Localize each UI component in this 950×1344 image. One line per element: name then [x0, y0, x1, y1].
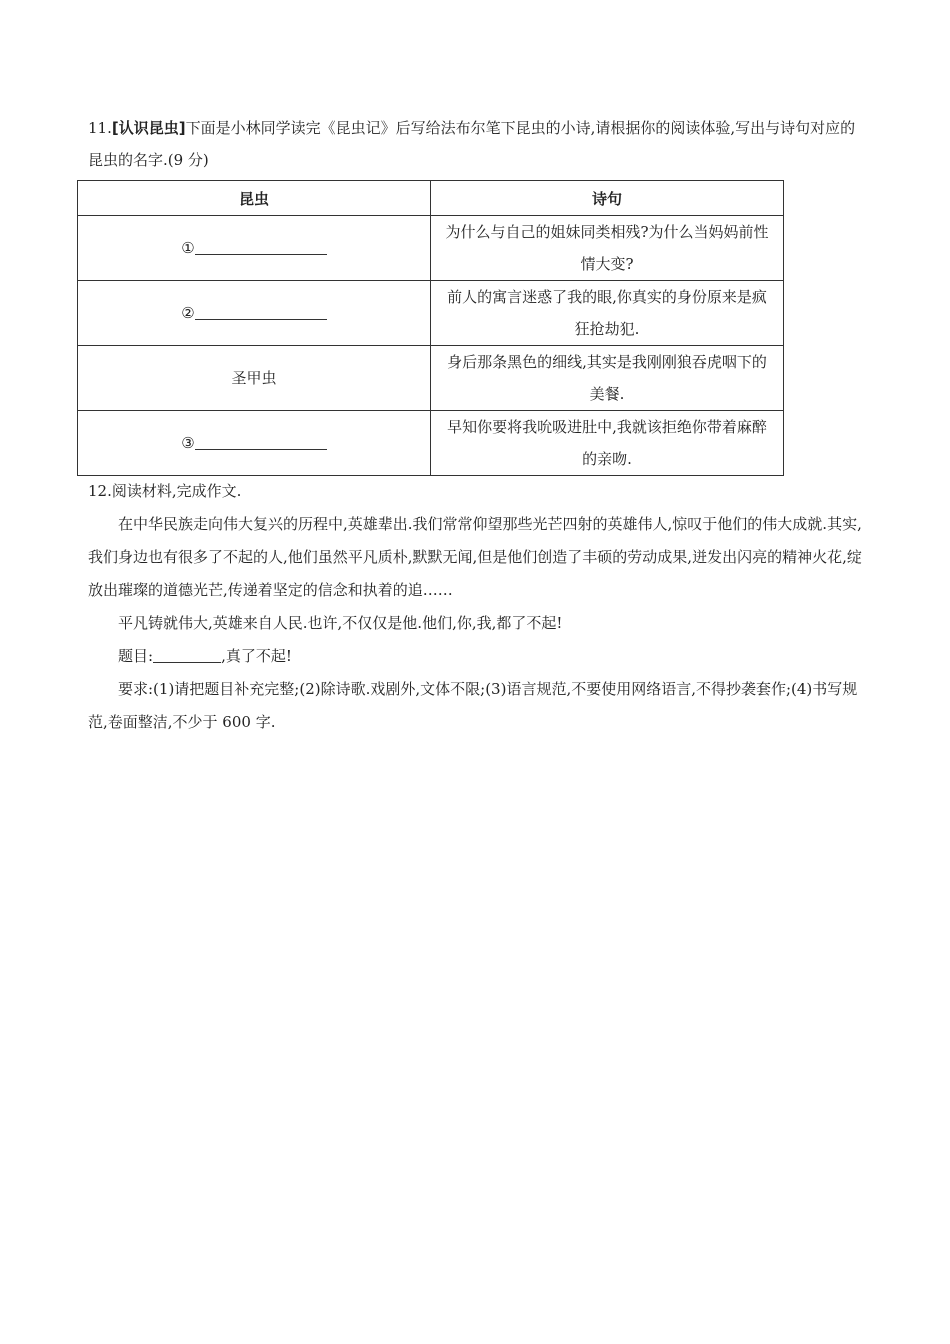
insect-label: ① [181, 239, 195, 257]
table-row [78, 346, 784, 411]
table-row [78, 281, 784, 346]
insect-cell [78, 281, 431, 346]
insect-cell [78, 216, 431, 281]
insect-label: ③ [181, 434, 195, 452]
poem-cell: 为什么与自己的姐妹同类相残?为什么当妈妈前性情大变? [431, 216, 784, 281]
poem-cell: 早知你要将我吮吸进肚中,我就该拒绝你带着麻醉的亲吻. [431, 411, 784, 476]
insect-poem-table [77, 180, 784, 476]
material-paragraph: 平凡铸就伟大,英雄来自人民.也许,不仅仅是他.他们,你,我,都了不起! [118, 614, 563, 632]
header-insect: 昆虫 [78, 181, 431, 216]
question-heading: 12.阅读材料,完成作文. [88, 482, 242, 500]
header-poem: 诗句 [431, 181, 784, 216]
question-12 [88, 475, 863, 739]
table-row [78, 216, 784, 281]
insect-cell [78, 346, 431, 411]
question-text: 下面是小林同学读完《昆虫记》后写给法布尔笔下昆虫的小诗,请根据你的阅读体验,写出与诗句对应的昆虫的名字.(9 分) [88, 119, 856, 169]
table-row [78, 411, 784, 476]
poem-cell: 前人的寓言迷惑了我的眼,你真实的身份原来是疯狂抢劫犯. [431, 281, 784, 346]
title-prefix: 题目: [118, 647, 154, 665]
requirements: 要求:(1)请把题目补充完整;(2)除诗歌.戏剧外,文体不限;(3)语言规范,不要使用网络语言,不得抄袭套作;(4)书写规范,卷面整洁,不少于 600 字. [88, 680, 858, 731]
title-suffix: ,真了不起! [221, 647, 292, 665]
insect-label: ② [181, 304, 195, 322]
table-header-row [78, 181, 784, 216]
poem-cell: 身后那条黑色的细线,其实是我刚刚狼吞虎咽下的美餐. [431, 346, 784, 411]
insect-label: 圣甲虫 [231, 369, 277, 387]
answer-blank[interactable] [195, 303, 327, 320]
answer-blank[interactable] [195, 238, 327, 255]
title-blank[interactable] [153, 646, 221, 663]
answer-blank[interactable] [195, 433, 327, 450]
question-tag: [认识昆虫] [111, 119, 186, 137]
material-paragraph: 在中华民族走向伟大复兴的历程中,英雄辈出.我们常常仰望那些光芒四射的英雄伟人,惊叹于他们的伟大成就.其实,我们身边也有很多了不起的人,他们虽然平凡质朴,默默无闻,但是他们创造了丰硕的劳动成果,迸发出闪亮的精神火花,绽放出璀璨的道德光芒,传递着坚定的信念和执着的追…… [88, 515, 862, 599]
essay-title-line [88, 640, 863, 673]
question-number: 11. [88, 119, 112, 137]
insect-cell [78, 411, 431, 476]
question-11 [88, 112, 863, 176]
